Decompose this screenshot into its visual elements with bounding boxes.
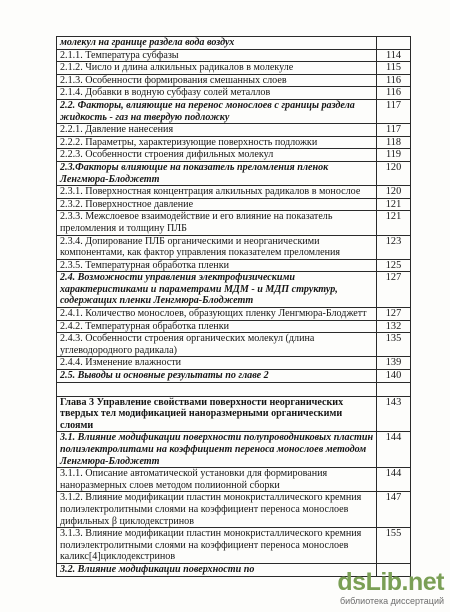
toc-entry-page: 127 bbox=[377, 272, 411, 308]
toc-row bbox=[57, 186, 411, 199]
toc-entry-title: 3.2. Влияние модификации поверхности по bbox=[57, 563, 377, 576]
toc-entry-title: 2.4.2. Температурная обработка пленки bbox=[57, 320, 377, 333]
toc-row bbox=[57, 99, 411, 123]
toc-entry-page bbox=[377, 37, 411, 50]
toc-entry-title: 2.2.3. Особенности строения дифильных молекул bbox=[57, 149, 377, 162]
toc-entry-page: 117 bbox=[377, 124, 411, 137]
toc-row bbox=[57, 333, 411, 357]
toc-entry-page: 132 bbox=[377, 320, 411, 333]
toc-entry-page: 114 bbox=[377, 49, 411, 62]
toc-entry-title: 2.2.2. Параметры, характеризующие поверхность подложки bbox=[57, 136, 377, 149]
toc-row bbox=[57, 272, 411, 308]
toc-entry-title: 2.3.5. Температурная обработка пленки bbox=[57, 259, 377, 272]
toc-entry-page: 117 bbox=[377, 99, 411, 123]
toc-row bbox=[57, 136, 411, 149]
watermark-logo: dsLib.net bbox=[337, 568, 444, 596]
toc-row bbox=[57, 492, 411, 528]
toc-entry-title: 3.1.1. Описание автоматической установки для формирования наноразмерных слоев методом полиионной сборки bbox=[57, 468, 377, 492]
toc-entry-page: 155 bbox=[377, 528, 411, 564]
toc-entry-title: 2.3.3. Межслоевое взаимодействие и его влияние на показатель преломления и толщину ПЛБ bbox=[57, 211, 377, 235]
toc-entry-page: 115 bbox=[377, 62, 411, 75]
toc-entry-page: 121 bbox=[377, 198, 411, 211]
toc-row bbox=[57, 211, 411, 235]
toc-entry-page: 144 bbox=[377, 468, 411, 492]
toc-entry-title: 2.1.2. Число и длина алкильных радикалов в молекуле bbox=[57, 62, 377, 75]
toc-entry-page: 120 bbox=[377, 186, 411, 199]
toc-entry-title: 2.3.2. Поверхностное давление bbox=[57, 198, 377, 211]
toc-entry-page: 119 bbox=[377, 149, 411, 162]
toc-entry-title: 2.3.Факторы влияющие на показатель преломления пленок Ленгмюра-Блоджетт bbox=[57, 161, 377, 185]
toc-row bbox=[57, 87, 411, 100]
toc-entry-title bbox=[57, 382, 377, 396]
toc-row bbox=[57, 149, 411, 162]
toc-entry-page: 121 bbox=[377, 211, 411, 235]
toc-entry-title: 3.1.3. Влияние модификации пластин монокристаллического кремния полиэлектролитными слоями на коэффициент переноса монослоев каликс[4]циклодекстринов bbox=[57, 528, 377, 564]
toc-entry-title: 2.4.1. Количество монослоев, образующих пленку Ленгмюра-Блоджетт bbox=[57, 308, 377, 321]
toc-entry-page: 135 bbox=[377, 333, 411, 357]
toc-entry-page: 127 bbox=[377, 308, 411, 321]
toc-entry-title: 2.3.1. Поверхностная концентрация алкильных радикалов в монослое bbox=[57, 186, 377, 199]
watermark bbox=[326, 568, 444, 608]
toc-row bbox=[57, 528, 411, 564]
toc-entry-page: 144 bbox=[377, 432, 411, 468]
toc-row bbox=[57, 62, 411, 75]
toc-entry-page: 139 bbox=[377, 357, 411, 370]
toc-row bbox=[57, 235, 411, 259]
toc-entry-title: 3.1. Влияние модификации поверхности полупроводниковых пластин полиэлектролитами на коэффициент переноса монослоев методом Ленгмюра-Блоджетт bbox=[57, 432, 377, 468]
toc-entry-title: 2.2.1. Давление нанесения bbox=[57, 124, 377, 137]
toc-entry-title: 2.1.1. Температура субфазы bbox=[57, 49, 377, 62]
toc-entry-title: 2.4.4. Изменение влажности bbox=[57, 357, 377, 370]
toc-entry-title: 2.1.3. Особенности формирования смешанных слоев bbox=[57, 74, 377, 87]
toc-entry-page: 116 bbox=[377, 87, 411, 100]
toc-row bbox=[57, 198, 411, 211]
toc-row bbox=[57, 357, 411, 370]
toc-row bbox=[57, 74, 411, 87]
toc-row bbox=[57, 49, 411, 62]
toc-entry-page: 118 bbox=[377, 136, 411, 149]
toc-row bbox=[57, 259, 411, 272]
toc-row bbox=[57, 468, 411, 492]
toc-entry-title: 3.1.2. Влияние модификации пластин монокристаллического кремния полиэлектролитными слоями на коэффициент переноса монослоев дифильных β циклодекстринов bbox=[57, 492, 377, 528]
toc-row bbox=[57, 37, 411, 50]
toc-entry-title: 2.4. Возможности управления электрофизическими характеристиками и параметрами МДМ - и МДП структур, содержащих пленки Ленгмюра-Блоджетт bbox=[57, 272, 377, 308]
toc-entry-title: 2.1.4. Добавки в водную субфазу солей металлов bbox=[57, 87, 377, 100]
toc-entry-page: 125 bbox=[377, 259, 411, 272]
toc-entry-page: 143 bbox=[377, 396, 411, 432]
table-of-contents bbox=[56, 36, 411, 577]
toc-entry-title: 2.5. Выводы и основные результаты по главе 2 bbox=[57, 370, 377, 383]
toc-entry-page: 147 bbox=[377, 492, 411, 528]
toc-row bbox=[57, 124, 411, 137]
toc-entry-title: 2.2. Факторы, влияющие на перенос монослоев с границы раздела жидкость - газ на твердую подложку bbox=[57, 99, 377, 123]
toc-entry-page: 116 bbox=[377, 74, 411, 87]
toc-entry-title: Глава 3 Управление свойствами поверхности неорганических твердых тел модификацией наноразмерными органическими слоями bbox=[57, 396, 377, 432]
toc-row bbox=[57, 161, 411, 185]
toc-entry-title: 2.4.3. Особенности строения органических молекул (длина углеводородного радикала) bbox=[57, 333, 377, 357]
toc-row bbox=[57, 320, 411, 333]
toc-entry-page: 140 bbox=[377, 370, 411, 383]
toc-entry-page bbox=[377, 382, 411, 396]
toc-entry-title: 2.3.4. Допирование ПЛБ органическими и неорганическими компонентами, как фактор управления показателем преломления bbox=[57, 235, 377, 259]
toc-row bbox=[57, 382, 411, 396]
watermark-subtitle: библиотека диссертаций bbox=[339, 596, 444, 606]
toc-row bbox=[57, 396, 411, 432]
toc-row bbox=[57, 370, 411, 383]
toc-entry-page: 120 bbox=[377, 161, 411, 185]
toc-row bbox=[57, 308, 411, 321]
toc-entry-title: молекул на границе раздела вода воздух bbox=[57, 37, 377, 50]
toc-entry-page: 123 bbox=[377, 235, 411, 259]
toc-row bbox=[57, 432, 411, 468]
